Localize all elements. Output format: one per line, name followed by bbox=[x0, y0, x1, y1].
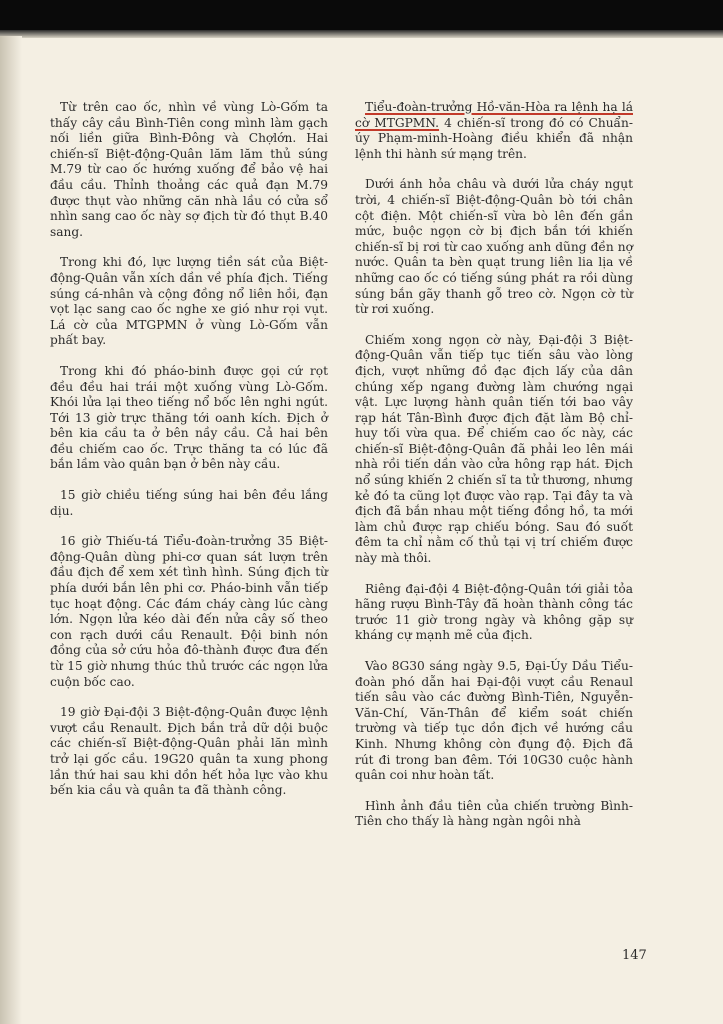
left-paragraph-3: Trong khi đó pháo-binh được gọi cứ rọt đều đều hai trái một xuống vùng Lò-Gốm. Khói lửa lại theo tiếng nổ bốc lên nghi ngút. Tới 13 giờ trực thăng tới oanh kích. Địch ở bên kia cầu ta ở bên nầy cầu. Cả hai bên đều chiếm cao ốc. Trực thăng ta có lúc đã bắn lầm vào quân bạn ở bên này cầu. bbox=[50, 363, 328, 472]
right-paragraph-1-rest: 4 chiến-sĩ trong đó có Chuẩn-úy Phạm-minh-Hoàng điều khiển đã nhận lệnh thi hành sứ mạng trên. bbox=[355, 115, 633, 161]
page-number: 147 bbox=[622, 948, 647, 963]
left-paragraph-5: 16 giờ Thiếu-tá Tiểu-đoàn-trưởng 35 Biệt-động-Quân dùng phi-cơ quan sát lượn trên đầu địch để xem xét tình hình. Súng địch từ phía dưới bắn lên phi cơ. Pháo-binh vẫn tiếp tục hoạt động. Các đám cháy càng lúc càng lớn. Ngọn lửa kéo dài đến nửa cây số theo con rạch dưới cầu Renault. Đội binh nón đồng của sở cứu hỏa đô-thành được đưa đến từ 15 giờ nhưng thúc thủ trước các ngọn lửa cuộn bốc cao. bbox=[50, 534, 328, 689]
right-paragraph-2: Dưới ánh hỏa châu và dưới lửa cháy ngụt trời, 4 chiến-sĩ Biệt-động-Quân bò tới chân cột điện. Một chiến-sĩ vừa bò lên đến gần mức, buộc ngọn cờ bị địch bắn tới khiến chiến-sĩ bị rơi từ cao xuống anh dũng đền nợ nước. Quân ta bèn quạt trung liên lia lịa về những cao ốc có tiếng súng phát ra rồi dùng súng bắn gãy thanh gỗ treo cờ. Ngọn cờ từ từ rơi xuống. bbox=[355, 177, 633, 317]
right-column bbox=[355, 100, 633, 845]
left-paragraph-2: Trong khi đó, lực lượng tiền sát của Biệt-động-Quân vẫn xích dần về phía địch. Tiếng súng cá-nhân và cộng đồng nổ liên hồi, đạn vọt lạc sang cao ốc nghe xe gió như rọi vụt. Lá cờ của MTGPMN ở vùng Lò-Gốm vẫn phất bay. bbox=[50, 255, 328, 348]
left-paragraph-1: Từ trên cao ốc, nhìn về vùng Lò-Gốm ta thấy cây cầu Bình-Tiên cong mình làm gạch nối liền giữa Bình-Đông và Chợlớn. Hai chiến-sĩ Biệt-động-Quân lăm lăm thủ súng M.79 từ cao ốc hướng xuống để bảo vệ hai đầu cầu. Thỉnh thoảng các quả đạn M.79 được thụt vào những căn nhà lầu có cửa sổ nhìn sang cao ốc này sợ địch từ đó thụt B.40 sang. bbox=[50, 100, 328, 239]
right-paragraph-3: Chiếm xong ngọn cờ này, Đại-đội 3 Biệt-động-Quân vẫn tiếp tục tiến sâu vào lòng địch, vượt những đồ đạc địch lấy của dân chúng xếp ngang đường làm chướng ngại vật. Lực lượng hành quân tiến tới bao vây rạp hát Tân-Bình được địch đặt làm Bộ chỉ-huy tối vừa qua. Để chiếm cao ốc này, các chiến-sĩ Biệt-động-Quân đã phải leo lên mái nhà rồi tiến dần vào cửa hông rạp hát. Địch nổ súng khiến 2 chiến sĩ ta tử thương, nhưng kẻ đó ta cũng lọt được vào rạp. Tại đây ta và địch đã bắn nhau một tiếng đồng hồ, ta mới làm chủ được rạp chiếu bóng. Sau đó suốt đêm ta chỉ nằm cố thủ tại vị trí chiếm được này mà thôi. bbox=[355, 332, 633, 566]
left-paragraph-4: 15 giờ chiều tiếng súng hai bên đều lắng dịu. bbox=[50, 488, 328, 518]
right-paragraph-5: Vào 8G30 sáng ngày 9.5, Đại-Úy Dầu Tiểu-đoàn phó dẫn hai Đại-đội vượt cầu Renaul tiến sâu vào các đường Bình-Tiên, Nguyễn-Văn-Chí, Văn-Thân để kiểm soát chiến trường và tiếp tục dồn địch về hướng cầu Kinh. Nhưng không còn đụng độ. Địch đã rút đi trong ban đêm. Tới 10G30 cuộc hành quân coi như hoàn tất. bbox=[355, 659, 633, 783]
right-paragraph-4: Riêng đại-đội 4 Biệt-động-Quân tới giải tỏa hãng rượu Bình-Tây đã hoàn thành công tác trước 11 giờ trong ngày và không gặp sự kháng cự mạnh mẽ của địch. bbox=[355, 581, 633, 643]
left-column bbox=[50, 100, 328, 814]
right-paragraph-6: Hình ảnh đầu tiên của chiến trường Bình-Tiên cho thấy là hàng ngàn ngôi nhà bbox=[355, 798, 633, 829]
scan-top-border bbox=[0, 0, 723, 36]
left-paragraph-6: 19 giờ Đại-đội 3 Biệt-động-Quân được lệnh vượt cầu Renault. Địch bắn trả dữ dội buộc các chiến-sĩ Biệt-động-Quân phải lăn mình trở lại gốc cầu. 19G20 quân ta xung phong lần thứ hai sau khi dồn hết hỏa lực vào khu bến kia cầu và quân ta đã thành công. bbox=[50, 705, 328, 798]
right-paragraph-1 bbox=[355, 100, 633, 162]
page-gutter-shadow bbox=[0, 36, 22, 1024]
underlined-order-text: Tiểu-đoàn-trưởng Hồ-văn-Hòa ra lệnh hạ lá cờ MTGPMN. bbox=[355, 100, 633, 130]
scan-edge-shadow bbox=[0, 30, 723, 38]
